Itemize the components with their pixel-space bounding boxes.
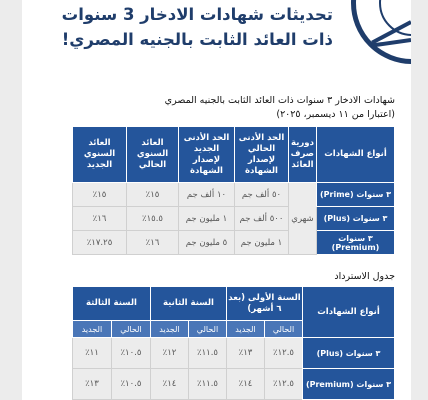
year3-new: ١١٪	[72, 338, 111, 369]
table1-caption-line-1: شهادات الادخار ٣ سنوات ذات العائد الثابت بالجنيه المصري	[164, 95, 395, 106]
title-line-1: تحديثات شهادات الادخار 3 سنوات	[61, 5, 333, 24]
table-row	[72, 338, 394, 369]
year1-new: ١٤٪	[226, 369, 264, 400]
redemption-table	[72, 286, 395, 400]
cert-name: ٣ سنوات (Prime)	[317, 183, 395, 207]
year2-new: ١٢٪	[150, 338, 188, 369]
header-min-new: الحد الأدنى الجديد لإصدار الشهادة	[179, 127, 235, 183]
year1-new: ١٣٪	[226, 338, 264, 369]
subheader-new: الجديد	[226, 321, 264, 338]
table-row	[73, 207, 395, 231]
header-min-current: الحد الأدنى الحالي لإصدار الشهادة	[235, 127, 289, 183]
table-row	[72, 369, 394, 400]
cert-name: ٣ سنوات (Plus)	[303, 338, 395, 369]
rate-current: ١٥٪	[127, 183, 179, 207]
header-year-3: السنة الثالثة	[72, 287, 150, 321]
cert-name: ٣ سنوات (Plus)	[317, 207, 395, 231]
subheader-current: الحالي	[265, 321, 303, 338]
certificates-table	[72, 126, 395, 255]
rate-new: ١٥٪	[73, 183, 127, 207]
min-new: ١٠ ألف جم	[179, 183, 235, 207]
year3-current: ١٠.٥٪	[111, 338, 150, 369]
subheader-new: الجديد	[150, 321, 188, 338]
rate-current: ١٦٪	[127, 231, 179, 255]
min-current: ٥٠ ألف جم	[235, 183, 289, 207]
document-page	[22, 0, 411, 400]
header-cert-type: أنواع الشهادات	[317, 127, 395, 183]
header-rate-current: العائد السنوي الحالي	[127, 127, 179, 183]
payout-frequency: شهري	[289, 183, 317, 255]
table-row	[73, 231, 395, 255]
year3-current: ١٠.٥٪	[111, 369, 150, 400]
min-new: ٥ مليون جم	[179, 231, 235, 255]
year2-new: ١٤٪	[150, 369, 188, 400]
header-cert-type: أنواع الشهادات	[303, 287, 395, 338]
min-current: ٥٠٠ ألف جم	[235, 207, 289, 231]
header-year-2: السنة الثانية	[150, 287, 226, 321]
rate-new: ١٧.٢٥٪	[73, 231, 127, 255]
header-year-1: السنة الأولى (بعد ٦ أشهر)	[226, 287, 302, 321]
subheader-current: الحالي	[111, 321, 150, 338]
subheader-new: الجديد	[72, 321, 111, 338]
subheader-current: الحالي	[188, 321, 226, 338]
table-row	[73, 183, 395, 207]
header-rate-new: العائد السنوي الجديد	[73, 127, 127, 183]
table1-caption-line-2: (اعتبارا من ١١ ديسمبر، ٢٠٢٥)	[276, 109, 395, 120]
min-new: ١ مليون جم	[179, 207, 235, 231]
min-current: ١ مليون جم	[235, 231, 289, 255]
year1-current: ١٢.٥٪	[265, 338, 303, 369]
header-frequency: دورية صرف العائد	[289, 127, 317, 183]
year3-new: ١٣٪	[72, 369, 111, 400]
year2-current: ١١.٥٪	[188, 369, 226, 400]
cert-name: ٣ سنوات (Premium)	[303, 369, 395, 400]
redemption-caption: جدول الاسترداد	[334, 271, 395, 282]
year1-current: ١٢.٥٪	[265, 369, 303, 400]
title-line-2: ذات العائد الثابت بالجنيه المصري!	[61, 30, 333, 49]
table1-caption	[165, 94, 395, 122]
year2-current: ١١.٥٪	[188, 338, 226, 369]
page-title	[33, 2, 333, 52]
cert-name: ٣ سنوات (Premium)	[317, 231, 395, 255]
rate-current: ١٥.٥٪	[127, 207, 179, 231]
rate-new: ١٦٪	[73, 207, 127, 231]
